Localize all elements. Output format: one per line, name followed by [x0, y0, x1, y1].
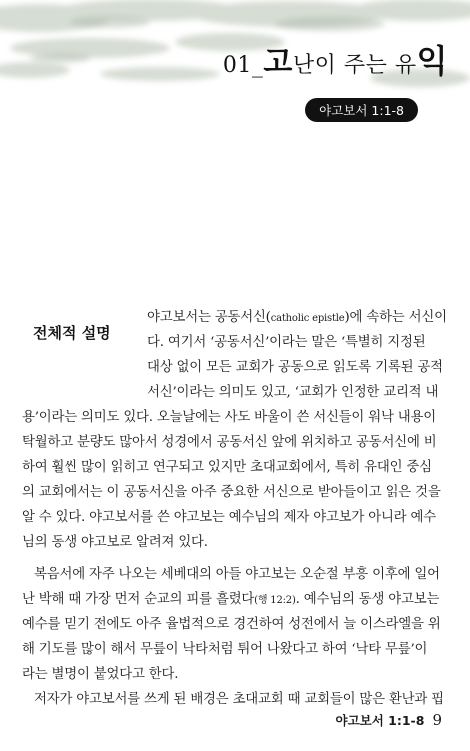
body-line: 탁월하고 분량도 많아서 성경에서 공동서신 앞에 위치하고 공동서신에 비	[22, 435, 437, 450]
scripture-citation: (행 12:2)	[254, 595, 296, 606]
body-line: 라는 별명이 붙었다고 한다.	[22, 667, 179, 682]
term-english: catholic epistle	[270, 313, 345, 324]
body-line: 의 교회에서는 이 공동서신을 아주 중요한 서신으로 받아들이고 읽은 것을	[22, 485, 441, 500]
page-footer	[336, 711, 442, 729]
chapter-title-last-char: 익	[416, 42, 448, 80]
body-line: 복음서에 자주 나오는 세베대의 아들 야고보는 오순절 부흥 이후에 일어	[34, 567, 440, 582]
body-line: 난 박해 때 가장 먼저 순교의 피를 흘렸다(행 12:2). 예수님의 동생 야고보는	[22, 592, 440, 607]
body-line: 서신’이라는 의미도 있고, ‘교회가 인정한 교리적 내	[147, 385, 439, 400]
scripture-reference-badge: 야고보서 1:1-8	[305, 98, 418, 122]
body-line: 저자가 야고보서를 쓰게 된 배경은 초대교회 때 교회들이 많은 환난과 핍	[34, 692, 444, 707]
section-label: 전체적 설명	[33, 324, 111, 342]
chapter-title-middle: 난이 주는 유	[292, 53, 417, 78]
footer-book-reference: 야고보서 1:1-8	[335, 713, 425, 728]
body-line: 하여 훨씬 많이 읽히고 연구되고 있지만 초대교회에서, 특히 유대인 중심	[22, 460, 432, 475]
chapter-number: 01	[222, 53, 252, 78]
chapter-separator: _	[251, 53, 264, 78]
body-line: 용’이라는 의미도 있다. 오늘날에는 사도 바울이 쓴 서신들이 워낙 내용이	[22, 410, 436, 425]
body-line: 다. 여기서 ‘공동서신’이라는 말은 ‘특별히 지정된	[147, 335, 426, 350]
body-line: 님의 동생 야고보로 알려져 있다.	[22, 535, 208, 550]
body-line: 해 기도를 많이 해서 무릎이 낙타처럼 튀어 나왔다고 하여 ‘낙타 무릎’이	[22, 642, 428, 657]
body-line: 대상 없이 모든 교회가 공동으로 읽도록 기록된 공적	[147, 360, 443, 375]
chapter-title-first-char: 고	[263, 45, 293, 80]
body-line: 야고보서는 공동서신(catholic epistle)에 속하는 서신이	[147, 310, 447, 325]
body-line: 예수를 믿기 전에도 아주 율법적으로 경건하여 성전에서 늘 이스라엘을 위	[22, 617, 441, 632]
body-line: 알 수 있다. 야고보서를 쓴 야고보는 예수님의 제자 야고보가 아니라 예수	[22, 510, 436, 525]
chapter-title	[223, 36, 448, 82]
page-number: 9	[432, 711, 442, 729]
